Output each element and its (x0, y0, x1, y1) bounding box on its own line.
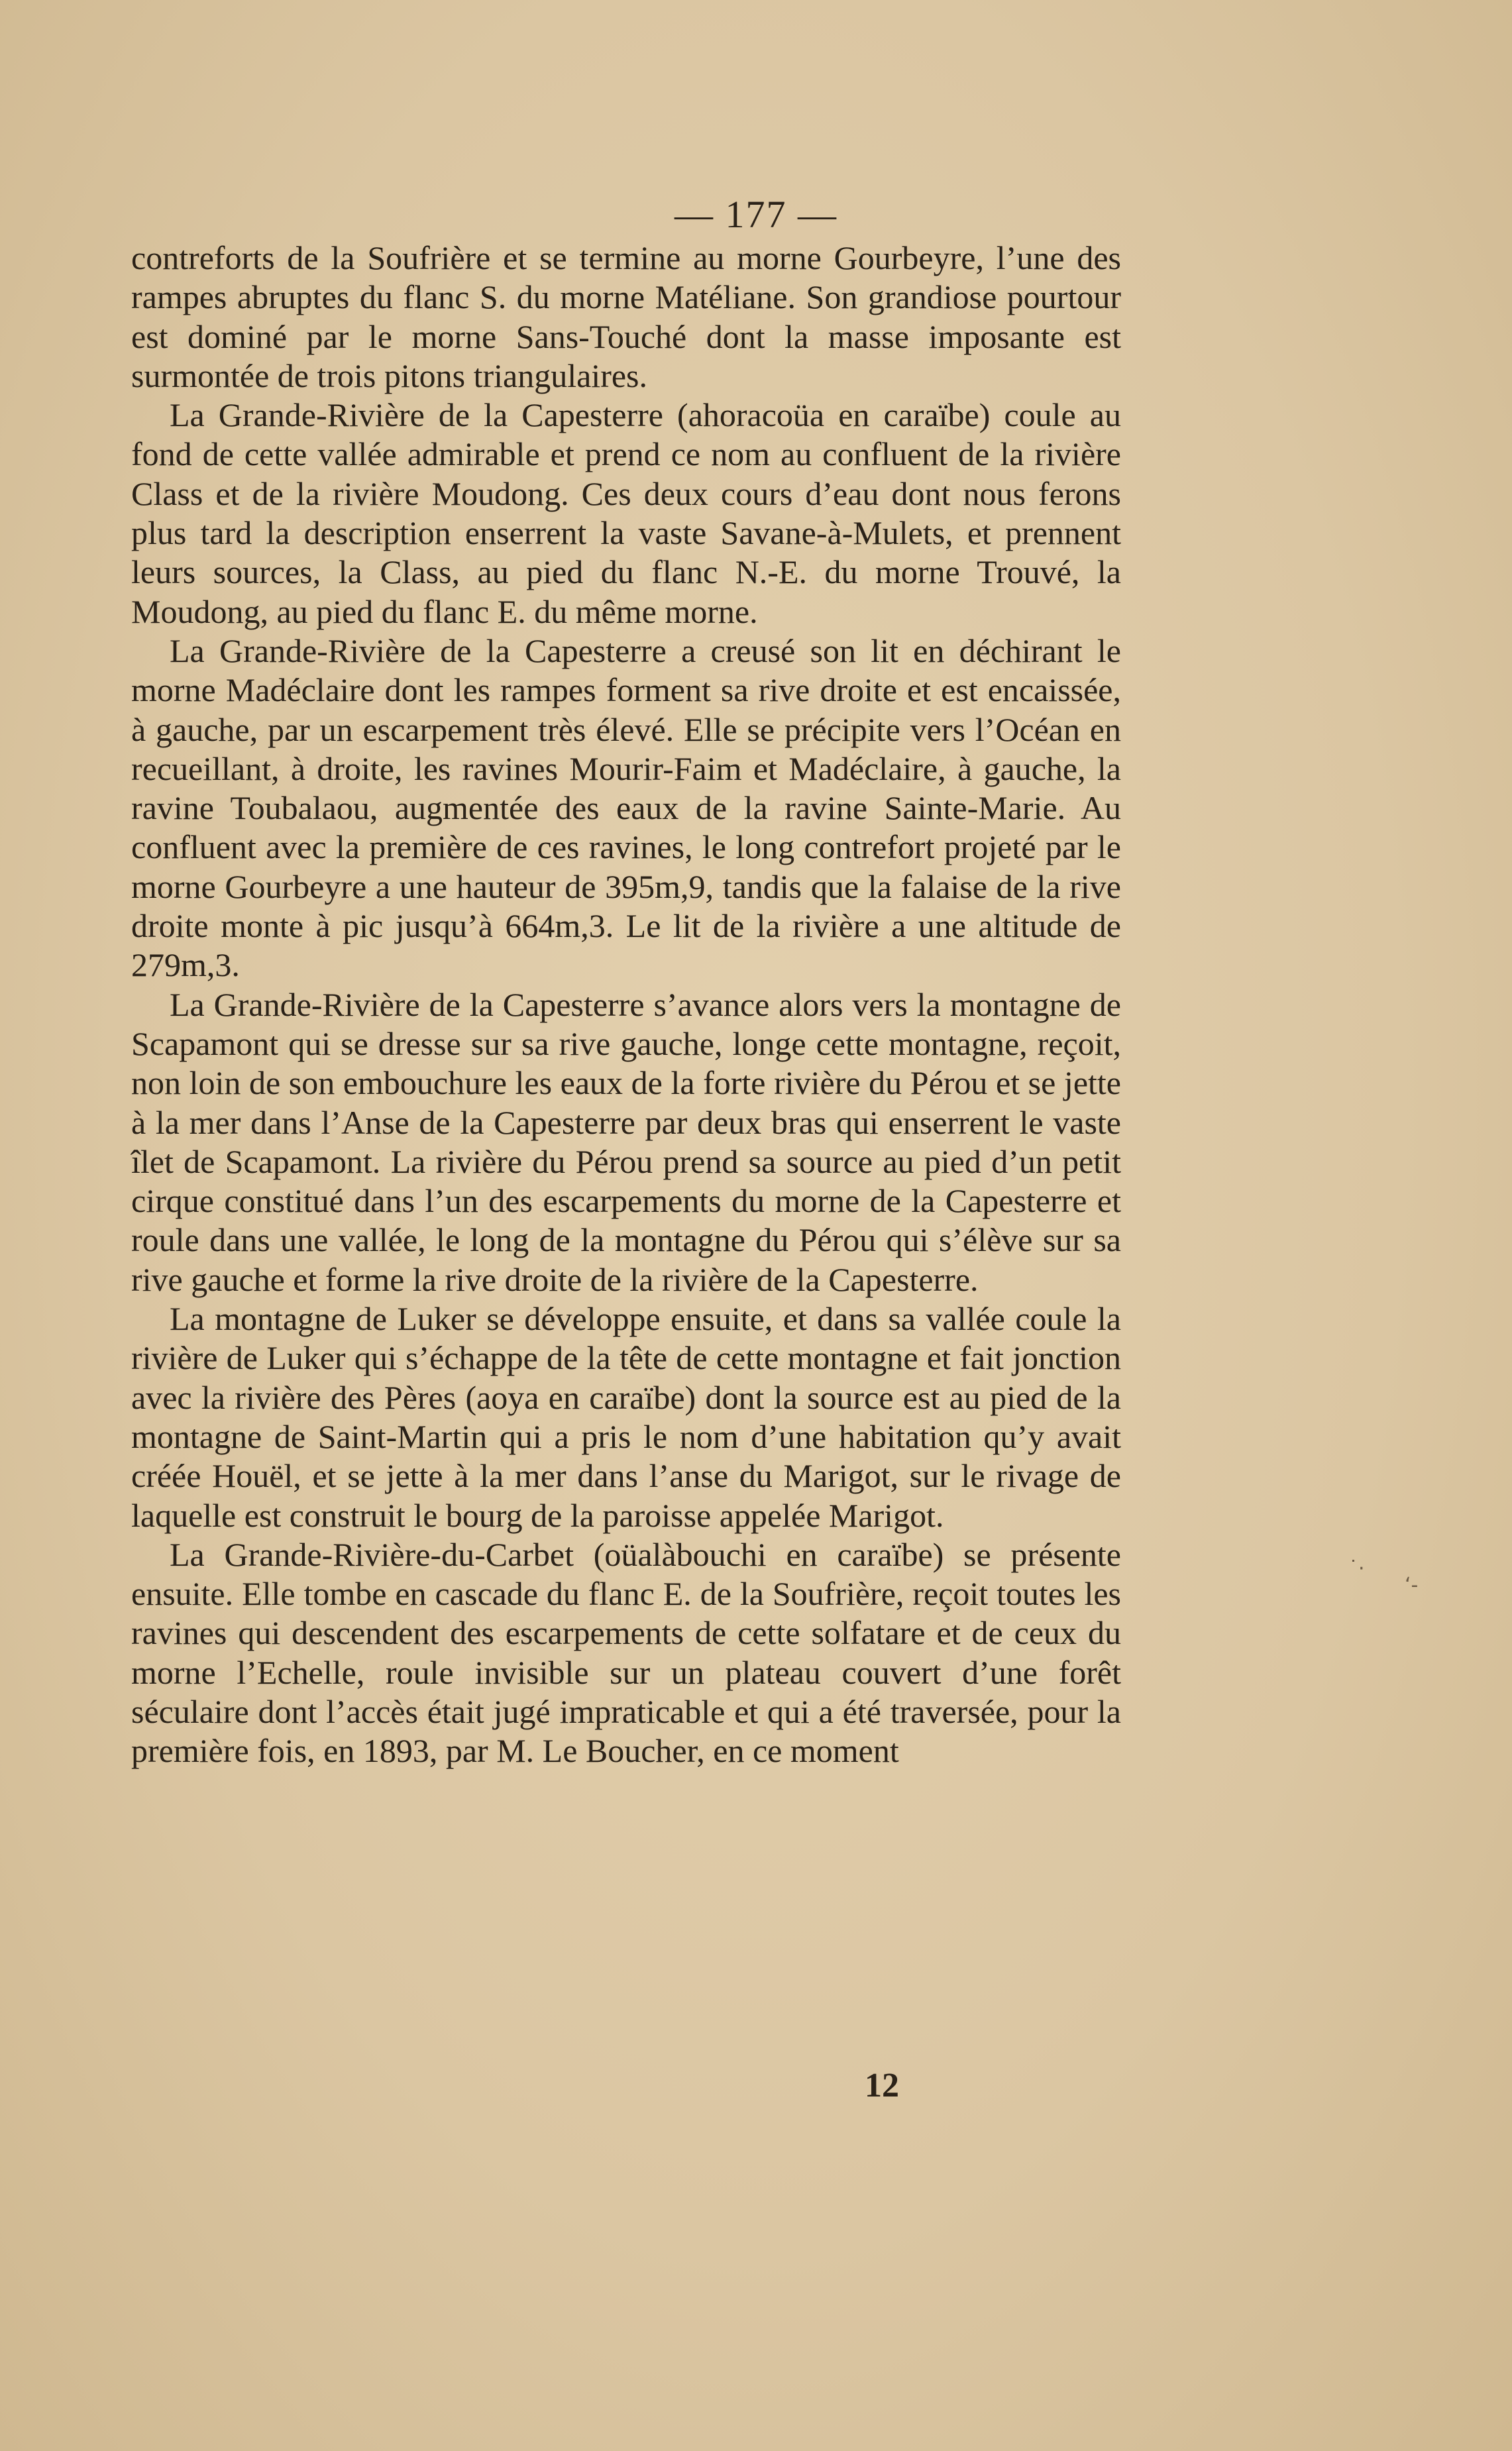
paragraph-6: La Grande-Rivière-du-Carbet (oüalàbouchi en caraïbe) se présente ensuite. Elle tombe en cascade du flanc E. de la Soufrière, reçoit toutes les ravines qui descendent des escarpements de cette solfatare et de ceux du morne l’Echelle, roule invisible sur un plateau couvert d’une forêt séculaire dont l’accès était jugé impraticable et qui a été traversée, pour la première fois, en 1893, par M. Le Boucher, en ce moment (131, 1535, 1121, 1770)
ink-speck-mark: ˙· (1348, 1557, 1365, 1580)
paragraph-3: La Grande-Rivière de la Capesterre a creusé son lit en déchirant le morne Madéclaire dont les rampes forment sa rive droite et est encaissée, à gauche, par un escarpement très élevé. Elle se précipite vers l’Océan en recueillant, à droite, les ravines Mourir-Faim et Madéclaire, à gauche, la ravine Toubalaou, augmentée des eaux de la ravine Sainte-Marie. Au confluent avec la première de ces ravines, le long contrefort projeté par le morne Gourbeyre a une hauteur de 395m,9, tandis que la falaise de la rive droite monte à pic jusqu’à 664m,3. Le lit de la rivière a une altitude de 279m,3. (131, 631, 1121, 984)
paragraph-4: La Grande-Rivière de la Capesterre s’avance alors vers la montagne de Scapamont qui se dresse sur sa rive gauche, longe cette montagne, reçoit, non loin de son embouchure les eaux de la forte rivière du Pérou et se jette à la mer dans l’Anse de la Capesterre par deux bras qui enserrent le vaste îlet de Scapamont. La rivière du Pérou prend sa source au pied d’un petit cirque constitué dans l’un des escarpements du morne de la Capesterre et roule dans une vallée, le long de la montagne du Pérou qui s’élève sur sa rive gauche et forme la rive droite de la rivière de la Capesterre. (131, 985, 1121, 1298)
paragraph-2: La Grande-Rivière de la Capesterre (ahoracoüa en caraïbe) coule au fond de cette vallée admirable et prend ce nom au confluent de la rivière Class et de la rivière Moudong. Ces deux cours d’eau dont nous ferons plus tard la description enserrent la vaste Savane-à-Mulets, et prennent leurs sources, la Class, au pied du flanc N.-E. du morne Trouvé, la Moudong, au pied du flanc E. du même morne. (131, 396, 1121, 630)
page-number: — 177 — (675, 193, 837, 236)
paragraph-5: La montagne de Luker se développe ensuite, et dans sa vallée coule la rivière de Luker qui s’échappe de la tête de cette montagne et fait jonction avec la rivière des Pères (aoya en caraïbe) dont la source est au pied de la montagne de Saint-Martin qui a pris le nom d’une habitation qu’y avait créée Houël, et se jette à la mer dans l’anse du Marigot, sur le rivage de laquelle est construit le bourg de la paroisse appelée Marigot. (131, 1300, 1121, 1534)
ink-speck-mark: ʻ‐ (1405, 1574, 1419, 1597)
body-text (131, 239, 1121, 1771)
signature-mark: 12 (865, 2067, 899, 2104)
paragraph-1: contreforts de la Soufrière et se termine au morne Gourbeyre, l’une des rampes abruptes du flanc S. du morne Matéliane. Son grandiose pourtour est dominé par le morne Sans-Touché dont la masse imposante est surmontée de trois pitons triangulaires. (131, 239, 1121, 394)
